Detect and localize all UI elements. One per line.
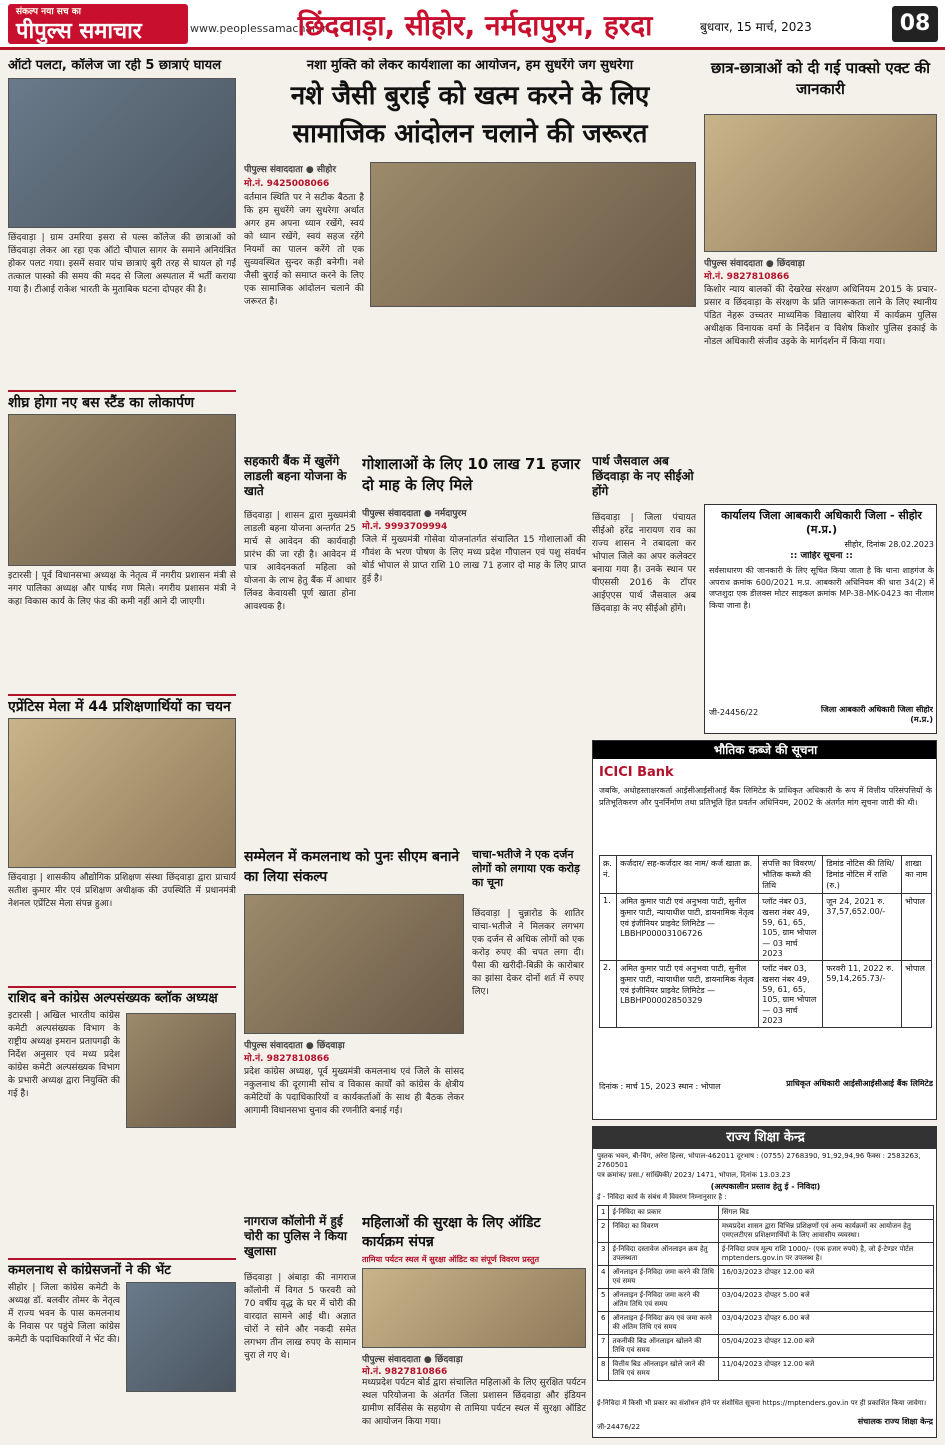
a14-body: मध्यप्रदेश पर्यटन बोर्ड द्वारा संचालित महिलाओं के लिए सुरक्षित पर्यटन स्थल परियोजना के अंतर्गत जिला प्रशासन छिंदवाड़ा और इंडियन ग्रामीण सर्विसेस के सहयोग से तामिया पर्यटन स्थल में सुरक्षा ऑडिट का आयोजन किया गया।	[362, 1378, 586, 1428]
icici-title: भौतिक कब्जे की सूचना	[593, 741, 937, 759]
a13-headline: नागराज कॉलोनी में हुई चोरी का पुलिस ने किया खुलासा	[244, 1214, 348, 1258]
a12-headline: चाचा-भतीजे ने एक दर्जन लोगों को लगाया एक करोड़ का चूना	[472, 848, 580, 889]
a7-body: किशोर न्याय बालकों की देखरेख संरक्षण अधिनियम 2015 के प्रचार-प्रसार व छिंदवाड़ा के संरक्षण के प्रति जागरूकता लाने के लिए स्थानीय पंडित नेहरू उच्चतर माध्यमिक विद्यालय बोरिया में कार्यक्रम पुलिस अधीक्षक विनायक वर्मा के निर्देशन व विशेष किशोर पुलिस इकाई के नोडल अधिकारी संजीव उइके के मार्गदर्शन में किया गया।	[704, 285, 937, 348]
a11-headline: सम्मेलन में कमलनाथ को पुनः सीएम बनाने का लिया संकल्प	[244, 849, 460, 885]
rsk-title: राज्य शिक्षा केन्द्र	[593, 1127, 937, 1149]
a1-body: छिंदवाड़ा | ग्राम उमरिया इसरा से पल्स कॉलेज की छात्राओं को छिंदवाड़ा लेकर आ रहा एक ऑटो चौपाल सागर के समाने अनियंत्रित होकर पलट गया। इसमें सवार पांच छात्राएं बुरी तरह से घायल हो गईं तत्काल पास्को की समय की मदद से जिला अस्पताल में भर्ती कराया गया है। टीआई राकेश भारती के मुताबिक घटना दोपहर की है।	[8, 233, 236, 296]
rsk-address: पुस्तक भवन, बी-विंग, अरेरा हिल्स, भोपाल-462011 दूरभाष : (0755) 2768390, 91,92,94,96 फैक्स : 2583263, 2760501	[597, 1152, 921, 1169]
a3-headline: एप्रेंटिस मेला में 44 प्रशिक्षणार्थियों का चयन	[8, 694, 236, 717]
icici-th-name: कर्जदार/ सह-कर्जदार का नाम/ कर्ज खाता क्र.	[617, 856, 759, 894]
a7-mobile: मो.नं. 9827810866	[704, 272, 790, 282]
icici-th-property: संपत्ति का विवरण/ भौतिक कब्जे की तिथि	[759, 856, 823, 894]
a12-story	[472, 848, 584, 1208]
lead-body: वर्तमान स्थिति पर ने सटीक बैठता है कि हम सुधरेंगे जग सुधरेगा अर्थात अगर हम अपना ध्यान रखेंगे, स्वयं को ध्यान रखेंगे, स्वयं सहज रहेंगे नियमों का पालन करेंगे तो एक सुव्यवस्थित सुन्दर कड़ी बनेगी। नशे जैसी बुराई को समाप्त करने के लिए एक सामाजिक आंदोलन चलाने की जरूरत है।	[244, 193, 364, 308]
a2-photo	[8, 414, 236, 566]
website-url[interactable]: www.peoplessamachar.in	[190, 22, 330, 35]
a14-story	[362, 1214, 586, 1438]
a12-body: छिंदवाड़ा | चुन्नारोड के शातिर चाचा-भतीजे ने मिलकर लगभग एक दर्जन से अधिक लोगों को एक करोड़ रुपए की चपत लगा दी। पैसा की खरीदी-बिक्री के कारोबार का झांसा देकर दोनों शर्त में रुपए लिए।	[472, 909, 584, 998]
a8-story	[244, 454, 356, 842]
lead-headline: नशे जैसी बुराई को खत्म करने के लिए सामाजिक आंदोलन चलाने की जरूरत	[290, 81, 650, 149]
a2-headline: शीघ्र होगा नए बस स्टैंड का लोकार्पण	[8, 390, 236, 413]
icici-th-branch: शाखा का नाम	[902, 856, 932, 894]
rsk-ref2: जी-24476/22	[597, 1423, 641, 1431]
issue-date: बुधवार, 15 मार्च, 2023	[700, 20, 812, 34]
a9-body: जिले में मुख्यमंत्री गोसेवा योजनांतर्गत संचालित 15 गोशालाओं की गौवंश के भरण पोषण के लिए मध्य प्रदेश गौपालन एवं पशु संवर्धन बोर्ड भोपाल से प्राप्त राशि 10 लाख 71 हजार दो माह के लिए प्राप्त हुई है।	[362, 535, 586, 585]
rsk-ref: पत्र क्रमांक/ प्रसा./ सांख्यिकी/ 2023/ 1471, भोपाल, दिनांक 13.03.23	[597, 1171, 791, 1179]
masthead	[0, 0, 945, 50]
icici-th-demand: डिमांड नोटिस की तिथि/ डिमांड नोटिस में राशि (रु.)	[823, 856, 902, 894]
table-row: 1. अमित कुमार पाटी एवं अनुभवा पाटी, सुनील कुमार पाटी, न्यायाधीश पाटी, डायनामिक नेतृत्व एवं इंजीनियर प्राइवेट लिमिटेड — LBBHP00003106726 प्लॉट नंबर 03, खसरा नंबर 49, 59, 61, 65, 105, ग्राम भोपाल — 03 मार्च 2023 जून 24, 2021 रु. 37,57,652.00/- भोपाल	[600, 894, 932, 961]
excise-sign: जिला आबकारी अधिकारी जिला सीहोर (म.प्र.)	[820, 705, 933, 724]
rsk-subtitle: (अल्पकालीन प्रस्ताव हेतु ई - निविदा)	[710, 1182, 821, 1191]
a8-body: छिंदवाड़ा | शासन द्वारा मुख्यमंत्री लाडली बहना योजना अन्तर्गत 25 मार्च से आवेदन की कार्यवाही प्रारंभ की जा रही है। आवेदन में पात्र आवेदनकर्ता महिला को योजना के लाभ हेतु बैंक में आधार लिंक्ड केवायसी पूर्ण खाता होना आवश्यक है।	[244, 511, 356, 613]
a9-story	[362, 454, 586, 842]
rsk-notice	[592, 1126, 937, 1438]
icici-body: जबकि, अधोहस्ताक्षरकर्ता आईसीआईसीआई बैंक लिमिटेड के प्राधिकृत अधिकारी के रूप में वित्तीय परिसंपत्तियों के प्रतिभूतिकरण और पुनर्निर्माण तथा प्रतिभूति हित प्रवर्तन अधिनियम, 2002 के अंतर्गत मांग सूचना जारी की थी।	[599, 786, 932, 807]
a8-headline: सहकारी बैंक में खुलेंगे लाडली बहना योजना के खाते	[244, 454, 347, 498]
a13-body: छिंदवाड़ा | अंबाड़ा की नागराज कॉलोनी में विगत 5 फरवरी को 70 वर्षीय वृद्ध के घर में चोरी की वारदात सामने आई थी। अज्ञात चोरों ने सोने और नकदी समेत लगभग तीन लाख रुपए के सामान चुरा ले गए थे।	[244, 1273, 356, 1362]
excise-notice	[704, 504, 937, 734]
a14-photo	[362, 1268, 586, 1348]
lead-story	[244, 58, 696, 448]
a5-photo	[126, 1282, 236, 1392]
a9-byline: पीपुल्स संवाददाता ● नर्मदापुरम	[362, 509, 467, 519]
lead-continued	[370, 312, 696, 442]
a14-mobile: मो.नं. 9827810866	[362, 1367, 448, 1377]
region-title: छिंदवाड़ा, सीहोर, नर्मदापुरम, हरदा	[297, 9, 653, 42]
a4-headline: राशिद बने कांग्रेस अल्पसंख्यक ब्लॉक अध्यक्ष	[8, 986, 236, 1007]
a11-story	[244, 848, 464, 1208]
table-row: 2. अमित कुमार पाटी एवं अनुभवा पाटी, सुनील कुमार पाटी, न्यायाधीश पाटी, डायनामिक नेतृत्व एवं इंजीनियर प्राइवेट लिमिटेड — LBBHP00002850329 प्लॉट नंबर 03, खसरा नंबर 49, 59, 61, 65, 105, ग्राम भोपाल — 03 मार्च 2023 फरवरी 11, 2022 रु. 59,14,265.73/- भोपाल	[600, 961, 932, 1028]
a14-kicker: तामिया पर्यटन स्थल में सुरक्षा ऑडिट का संपूर्ण विवरण प्रस्तुत	[362, 1255, 540, 1264]
excise-subtitle: :: जाहिर सूचना ::	[790, 551, 853, 561]
icici-place: दिनांक : मार्च 15, 2023 स्थान : भोपाल	[599, 1082, 721, 1091]
a14-byline: पीपुल्स संवाददाता ● छिंदवाड़ा	[362, 1355, 463, 1365]
a7-headline: छात्र-छात्राओं को दी गई पाक्सो एक्ट की जानकारी	[710, 59, 931, 98]
rsk-table	[597, 1205, 934, 1395]
a14-headline: महिलाओं की सुरक्षा के लिए ऑडिट कार्यक्रम संपन्न	[362, 1215, 541, 1250]
a3-body: छिंदवाड़ा | शासकीय औद्योगिक प्रशिक्षण संस्था छिंदवाड़ा द्वारा प्राचार्य सतीश कुमार मीर एवं प्रशिक्षण अधीक्षक की उपस्थिति में प्रधानमंत्री नेशनल एप्रेंटिस मेला संपन्न हुआ।	[8, 873, 236, 910]
table-row: 3 ई-निविदा दस्तावेज ऑनलाइन क्रय हेतु उपलब्धता ई-निविदा प्रपत्र मूल्य राशि 1000/- (एक हजार रुपये) है, जो ई-टेण्डर पोर्टल mptenders.gov.in पर उपलब्ध है।	[598, 1243, 934, 1266]
excise-body: सर्वसाधारण की जानकारी के लिए सूचित किया जाता है कि थाना शाहगंज के अपराध क्रमांक 600/2021 म.प्र. आबकारी अधिनियम की धारा 34(2) में जप्तशुदा एक डीलक्स मोटर साइकल क्रमांक MP-38-MK-0423 का नीलाम किया जाना है।	[709, 566, 934, 610]
logo-tagline: संकल्प नया सच का	[16, 7, 81, 17]
a11-photo	[244, 894, 464, 1034]
a10-body: छिंदवाड़ा | जिला पंचायत सीईओ हरेंद्र नारायण राव का राज्य शासन ने तबादला कर भोपाल जिले का अपर कलेक्टर बनाया गया है। उनके स्थान पर पीएससी 2016 के टॉपर आईएएस पार्थ जैसवाल अब छिंदवाड़ा के नए सीईओ होंगे।	[592, 513, 696, 615]
left-column	[8, 58, 236, 1438]
a7-story	[704, 58, 937, 498]
a9-mobile: मो.नं. 9993709994	[362, 522, 448, 532]
table-row: 2 निविदा का विवरण मध्यप्रदेश शासन द्वारा विभिन्न प्रशिक्षणों एवं अन्य कार्यक्रमों का आयोजन हेतु एमएलटीएस प्रशिक्षणार्थियों के लिए आवासीय व्यवस्था।	[598, 1220, 934, 1243]
icici-sign: प्राधिकृत अधिकारी आईसीआईसीआई बैंक लिमिटेड	[786, 1079, 933, 1088]
icici-th-no: क्र. नं.	[600, 856, 617, 894]
rsk-sign: संचालक राज्य शिक्षा केन्द्र	[857, 1417, 933, 1426]
a10-headline: पार्थ जैसवाल अब छिंदवाड़ा के नए सीईओ होंगे	[592, 454, 694, 498]
a7-photo	[704, 114, 937, 252]
icici-table	[599, 855, 932, 1055]
a11-body: प्रदेश कांग्रेस अध्यक्ष, पूर्व मुख्यमंत्री कमलनाथ एवं जिले के सांसद नकुलनाथ की दूरगामी सोच व विकास कार्यों को कांग्रेस के क्षेत्रीय कमेटियों के पदाधिकारियों व कार्यकर्ताओं के साथ ही बैठक लेकर आगामी विधानसभा चुनाव की रणनीति बनाई गई।	[244, 1067, 464, 1117]
lead-mobile: मो.नं. 9425008066	[244, 179, 330, 189]
a4-portrait	[126, 1013, 236, 1128]
page-number: 08	[892, 6, 938, 42]
newspaper-logo[interactable]: संकल्प नया सच का पीपुल्स समाचार	[8, 4, 188, 44]
table-row: 5 ऑनलाइन ई-निविदा जमा करने की अंतिम तिथि एवं समय 03/04/2023 दोपहर 5.00 बजे	[598, 1289, 934, 1312]
icici-notice	[592, 740, 937, 1120]
a1-headline: ऑटो पलटा, कॉलेज जा रही 5 छात्राएं घायल	[8, 58, 222, 73]
table-row: 4 ऑनलाइन ई-निविदा जमा करने की तिथि एवं समय 16/03/2023 दोपहर 12.00 बजे	[598, 1266, 934, 1289]
rsk-intro: ई - निविदा कार्य के संबंध में विवरण निम्नानुसार है :	[597, 1193, 727, 1201]
a5-headline: कमलनाथ से कांग्रेसजनों ने की भेंट	[8, 1258, 236, 1279]
a7-byline: पीपुल्स संवाददाता ● छिंदवाड़ा	[704, 259, 805, 269]
table-row: 8 वित्तीय बिड ऑनलाइन खोले जाने की तिथि एवं समय 11/04/2023 दोपहर 12.00 बजे	[598, 1358, 934, 1381]
a11-mobile: मो.नं. 9827810866	[244, 1054, 330, 1064]
rsk-footer: ई-निविदा में किसी भी प्रकार का संशोधन होने पर संशोधित सूचना https://mptenders.gov.in पर ही प्रकाशित किया जावेगा।	[597, 1399, 927, 1407]
a3-photo	[8, 718, 236, 868]
table-row: 6 ऑनलाइन ई-निविदा क्रय एवं जमा करने की अंतिम तिथि एवं समय 03/04/2023 दोपहर 6.00 बजे	[598, 1312, 934, 1335]
a4-body: इटारसी | अखिल भारतीय कांग्रेस कमेटी अल्पसंख्यक विभाग के राष्ट्रीय अध्यक्ष इमरान प्रतापगढ़ी के निर्देश अनुसार एवं मध्य प्रदेश कांग्रेस कमेटी अल्पसंख्यक विभाग के प्रभारी अध्यक्ष द्वारा नियुक्ति की गई है।	[8, 1011, 120, 1100]
a13-story	[244, 1214, 356, 1438]
table-row: 1 ई-निविदा का प्रकार सिंगल बिड	[598, 1206, 934, 1220]
a1-photo	[8, 78, 236, 228]
a11-byline: पीपुल्स संवाददाता ● छिंदवाड़ा	[244, 1041, 345, 1051]
excise-ref: जी-24456/22	[709, 708, 759, 717]
lead-kicker: नशा मुक्ति को लेकर कार्यशाला का आयोजन, हम सुधरेंगे जग सुधरेगा	[306, 58, 634, 73]
excise-title: कार्यालय जिला आबकारी अधिकारी जिला - सीहोर (म.प्र.)	[721, 509, 922, 536]
icici-logo: ICICI Bank	[599, 765, 674, 780]
a5-body: सीहोर | जिला कांग्रेस कमेटी के अध्यक्ष डॉ. बलवीर तोमर के नेतृत्व में राज्य भवन के पास कमलनाथ के निवास पर पहुंचे जिला कांग्रेस कमेटी के पदाधिकारियों ने भेंट की।	[8, 1283, 120, 1346]
table-row: 7 तकनीकी बिड ऑनलाइन खोलने की तिथि एवं समय 05/04/2023 दोपहर 12.00 बजे	[598, 1335, 934, 1358]
a9-headline: गोशालाओं के लिए 10 लाख 71 हजार दो माह के लिए मिले	[362, 455, 581, 494]
lead-byline: पीपुल्स संवाददाता ● सीहोर	[244, 165, 337, 175]
excise-date: सीहोर, दिनांक 28.02.2023	[844, 540, 934, 549]
a2-body: इटारसी | पूर्व विधानसभा अध्यक्ष के नेतृत्व में नगरीय प्रशासन मंत्री से नगर पालिका अध्यक्ष और पार्षद गण मिले। नगरीय प्रशासन मंत्री ने कहा विकास कार्य के लिए फंड की कमी नहीं आने दी जाएगी।	[8, 571, 236, 608]
lead-photo	[370, 162, 696, 307]
